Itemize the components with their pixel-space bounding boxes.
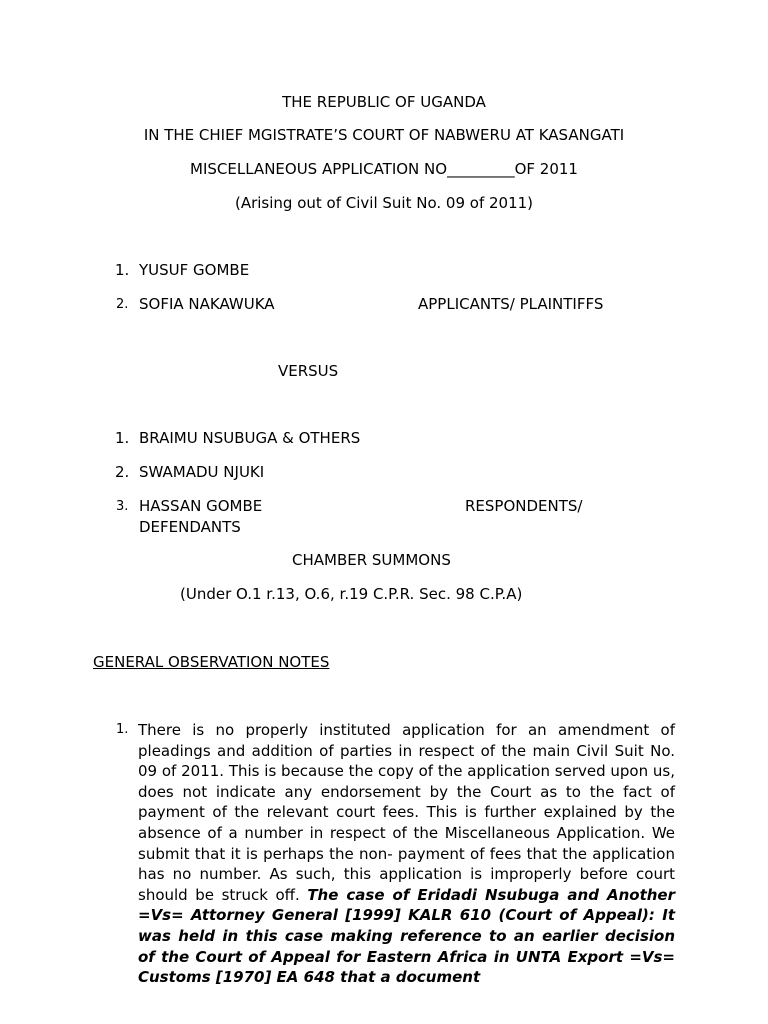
versus-label: VERSUS [278,362,339,380]
respondent-2-name: SWAMADU NJUKI [139,463,265,481]
note-1-case-citation: The case of Eridadi Nsubuga and Another =Vs= Attorney General [1999] KALR 610 (Court of Appeal): It was held in this case making reference to an earlier decision of the Court of Appeal for Eastern Africa in UNTA Export =Vs= Customs [1970] EA 648 that a document [138,885,675,987]
note-1-text: There is no properly instituted application for an amendment of pleadings and addition of parties in respect of the main Civil Suit No. 09 of 2011. This is because the copy of the application served upon us, does not indicate any endorsement by the Court as to the fact of payment of the relevant court fees. This is further explained by the absence of a number in respect of the Miscellaneous Application. We submit that it is perhaps the non- payment of fees that the application has no number. As such, this application is improperly before court should be struck off. [138,721,675,904]
respondent-3-number: 3. [116,499,129,514]
respondent-3-name: HASSAN GOMBE [139,497,263,515]
respondents-role: RESPONDENTS/ [465,497,583,515]
notes-heading: GENERAL OBSERVATION NOTES [93,653,330,671]
chamber-summons-authority: (Under O.1 r.13, O.6, r.19 C.P.R. Sec. 98 C.P.A) [180,585,523,603]
applicant-1-number: 1. [115,261,130,279]
respondents-role-continued: DEFENDANTS [139,518,241,536]
note-1-number: 1. [116,722,129,737]
applicants-role: APPLICANTS/ PLAINTIFFS [418,295,604,313]
respondent-2-number: 2. [115,463,130,481]
applicant-1-name: YUSUF GOMBE [139,261,250,279]
header-title-republic: THE REPUBLIC OF UGANDA [282,93,486,111]
applicant-2-name: SOFIA NAKAWUKA [139,295,275,313]
note-1-paragraph [138,720,675,988]
respondent-1-name: BRAIMU NSUBUGA & OTHERS [139,429,361,447]
header-court-name: IN THE CHIEF MGISTRATE’S COURT OF NABWERU AT KASANGATI [143,126,625,144]
header-application-number: MISCELLANEOUS APPLICATION NO_________OF 2011 [190,160,578,178]
respondent-1-number: 1. [115,429,130,447]
applicant-2-number: 2. [116,297,129,312]
chamber-summons-title: CHAMBER SUMMONS [292,551,451,569]
header-arising-out-of: (Arising out of Civil Suit No. 09 of 2011) [234,194,534,212]
